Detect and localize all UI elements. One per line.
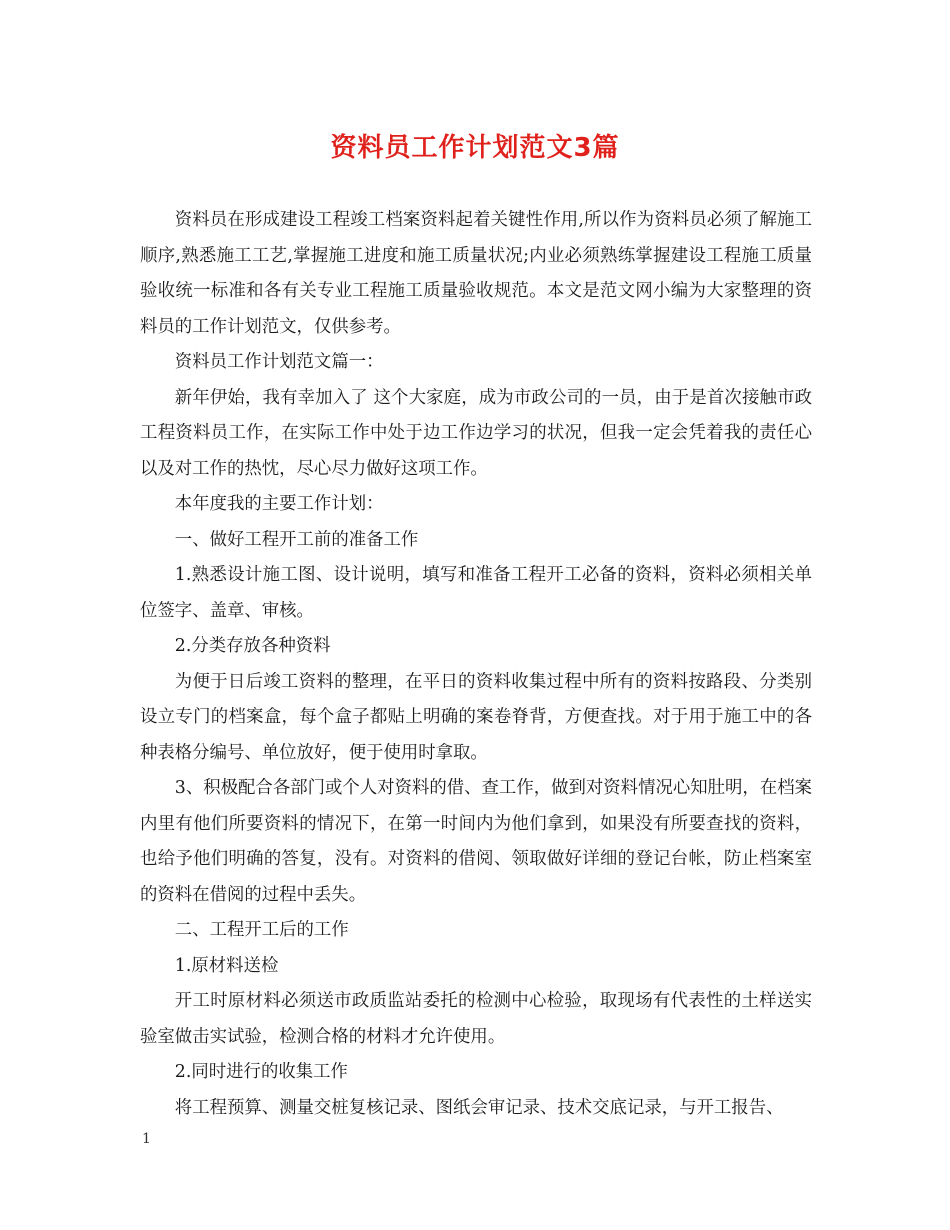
section-heading-1: 一、做好工程开工前的准备工作 — [174, 529, 419, 550]
document-title: 资料员工作计划范文3篇 — [330, 133, 620, 163]
page-number: 1 — [142, 1131, 151, 1147]
paragraph-heading-article-one: 资料员工作计划范文篇一： — [174, 352, 384, 372]
document-body — [140, 203, 812, 1126]
paragraph-item-1-2: 2.分类存放各种资料 — [174, 636, 331, 656]
paragraph-item-1-1: 1.熟悉设计施工图、设计说明，填写和准备工程开工必备的资料，资料必须相关单位签字、盖章、审核。 — [140, 565, 812, 621]
paragraph-intro: 资料员在形成建设工程竣工档案资料起着关键性作用,所以作为资料员必须了解施工顺序,熟悉施工工艺,掌握施工进度和施工质量状况;内业必须熟练掌握建设工程施工质量验收统一标准和各有关专业工程施工质量验收规范。本文是范文网小编为大家整理的资料员的工作计划范文，仅供参考。 — [140, 210, 812, 337]
paragraph-materials: 开工时原材料必须送市政质监站委托的检测中心检验，取现场有代表性的土样送实验室做击实试验，检测合格的材料才允许使用。 — [140, 991, 812, 1047]
paragraph-item-2-2: 2.同时进行的收集工作 — [174, 1062, 348, 1082]
section-heading-2: 二、工程开工后的工作 — [174, 920, 349, 940]
paragraph-storage: 为便于日后竣工资料的整理，在平日的资料收集过程中所有的资料按路段、分类别设立专门的档案盒，每个盒子都贴上明确的案卷脊背，方便查找。对于用于施工中的各种表格分编号、单位放好，便于使用时拿取。 — [140, 671, 812, 763]
paragraph-plan-heading: 本年度我的主要工作计划： — [174, 494, 384, 514]
paragraph-new-year: 新年伊始，我有幸加入了 这个大家庭，成为市政公司的一员，由于是首次接触市政工程资料员工作，在实际工作中处于边工作边学习的状况，但我一定会凭着我的责任心以及对工作的热忱，尽心尽力做好这项工作。 — [140, 387, 812, 479]
paragraph-item-2-1: 1.原材料送检 — [174, 955, 279, 976]
paragraph-collection: 将工程预算、测量交桩复核记录、图纸会审记录、技术交底记录，与开工报告、 — [174, 1097, 784, 1118]
paragraph-item-1-3: 3、积极配合各部门或个人对资料的借、查工作，做到对资料情况心知肚明，在档案内里有他们所要资料的情况下，在第一时间内为他们拿到，如果没有所要查找的资料，也给予他们明确的答复，没有。对资料的借阅、领取做好详细的登记台帐，防止档案室的资料在借阅的过程中丢失。 — [140, 778, 812, 905]
